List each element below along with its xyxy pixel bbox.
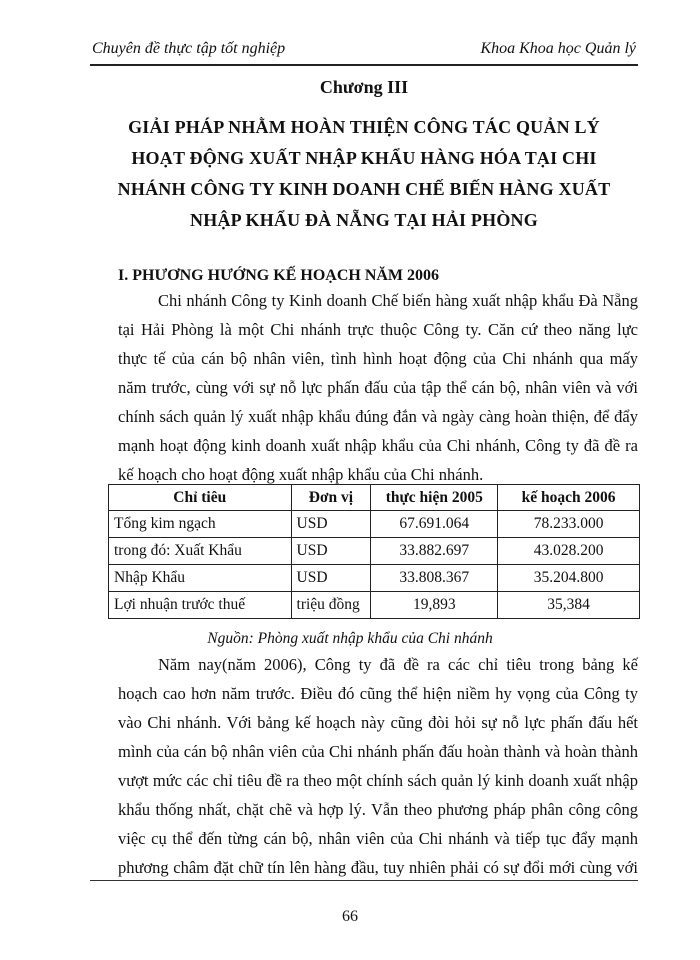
plan-table <box>108 484 640 619</box>
footer-divider <box>90 880 638 881</box>
paragraph-intro <box>118 286 638 489</box>
paragraph-line: hoạch cao hơn năm trước. Điều đó cũng thể hiện niềm hy vọng của Công ty <box>118 684 638 703</box>
chapter-title-line: NHÁNH CÔNG TY KINH DOANH CHẾ BIẾN HÀNG XUẤT <box>117 179 611 199</box>
cell-indicator: Nhập Khẩu <box>109 565 292 592</box>
chapter-number: Chương III <box>319 77 409 97</box>
paragraph-line: khẩu thống nhất, chặt chẽ và hợp lý. Vẫn theo phương pháp phân công công <box>118 800 638 819</box>
page-header <box>90 34 638 66</box>
paragraph-plan <box>118 650 638 882</box>
cell-actual-2005: 33.882.697 <box>371 538 498 565</box>
chapter-title-line: GIẢI PHÁP NHẰM HOÀN THIỆN CÔNG TÁC QUẢN LÝ <box>128 117 600 137</box>
paragraph-line: kế hoạch cho hoạt động xuất nhập khẩu của Chi nhánh. <box>118 465 484 484</box>
cell-actual-2005: 33.808.367 <box>371 565 498 592</box>
chapter-title <box>100 112 628 236</box>
cell-unit: USD <box>291 538 371 565</box>
cell-indicator: Lợi nhuận trước thuế <box>109 592 292 619</box>
column-header-unit: Đơn vị <box>291 485 371 511</box>
cell-unit: USD <box>291 511 371 538</box>
paragraph-line: năm trước, cùng với sự nỗ lực phấn đấu của tập thể cán bộ, nhân viên và với <box>118 378 638 397</box>
cell-unit: USD <box>291 565 371 592</box>
paragraph-line: mạnh hoạt động kinh doanh xuất nhập khẩu của Chi nhánh, Công ty đã đề ra <box>118 436 638 455</box>
paragraph-line: phương châm đặt chữ tín lên hàng đầu, tuy nhiên phải có sự đổi mới cùng với <box>118 858 638 877</box>
paragraph-line: tại Hải Phòng là một Chi nhánh trực thuộc Công ty. Căn cứ theo năng lực <box>118 320 638 339</box>
chapter-title-line: HOẠT ĐỘNG XUẤT NHẬP KHẨU HÀNG HÓA TẠI CHI <box>131 148 597 168</box>
cell-plan-2006: 35,384 <box>498 592 640 619</box>
paragraph-line: mình của cán bộ nhân viên của Chi nhánh phấn đấu hoàn thành và hoàn thành <box>118 742 638 761</box>
table-source-note: Nguồn: Phòng xuất nhập khẩu của Chi nhánh <box>207 630 493 647</box>
paragraph-line: vượt mức các chỉ tiêu đề ra theo một chính sách quản lý kinh doanh xuất nhập <box>118 771 638 790</box>
cell-actual-2005: 19,893 <box>371 592 498 619</box>
table-row <box>109 511 640 538</box>
paragraph-line: việc cụ thể đến từng cán bộ, nhân viên của Chi nhánh và tiếp tục đẩy mạnh <box>118 829 638 848</box>
paragraph-line: thực tế của cán bộ nhân viên, tình hình hoạt động của Chi nhánh qua mấy <box>118 349 638 368</box>
chapter-title-line: NHẬP KHẨU ĐÀ NẴNG TẠI HẢI PHÒNG <box>190 210 538 230</box>
cell-indicator: Tổng kim ngạch <box>109 511 292 538</box>
column-header-plan-2006: kế hoạch 2006 <box>498 485 640 511</box>
cell-unit: triệu đồng <box>291 592 371 619</box>
paragraph-line: Năm nay(năm 2006), Công ty đã đề ra các chỉ tiêu trong bảng kế <box>158 655 638 674</box>
header-thesis-title: Chuyên đề thực tập tốt nghiệp <box>92 40 286 57</box>
table-row <box>109 538 640 565</box>
section-heading: I. PHƯƠNG HƯỚNG KẾ HOẠCH NĂM 2006 <box>118 267 440 284</box>
cell-indicator: trong đó: Xuất Khẩu <box>109 538 292 565</box>
paragraph-line: Chi nhánh Công ty Kinh doanh Chế biến hàng xuất nhập khẩu Đà Nẵng <box>158 291 638 310</box>
paragraph-line: vào Chi nhánh. Với bảng kế hoạch này cũng đòi hỏi sự nỗ lực phấn đấu hết <box>118 713 638 732</box>
header-faculty: Khoa Khoa học Quản lý <box>480 40 636 57</box>
cell-plan-2006: 35.204.800 <box>498 565 640 592</box>
cell-plan-2006: 43.028.200 <box>498 538 640 565</box>
table-header-row <box>109 485 640 511</box>
cell-actual-2005: 67.691.064 <box>371 511 498 538</box>
table-row <box>109 565 640 592</box>
page-number: 66 <box>342 908 358 925</box>
cell-plan-2006: 78.233.000 <box>498 511 640 538</box>
column-header-indicator: Chỉ tiêu <box>109 485 292 511</box>
paragraph-line: chính sách quản lý xuất nhập khẩu đúng đắn và ngày càng hoàn thiện, để đẩy <box>118 407 638 426</box>
column-header-actual-2005: thực hiện 2005 <box>371 485 498 511</box>
table-row <box>109 592 640 619</box>
